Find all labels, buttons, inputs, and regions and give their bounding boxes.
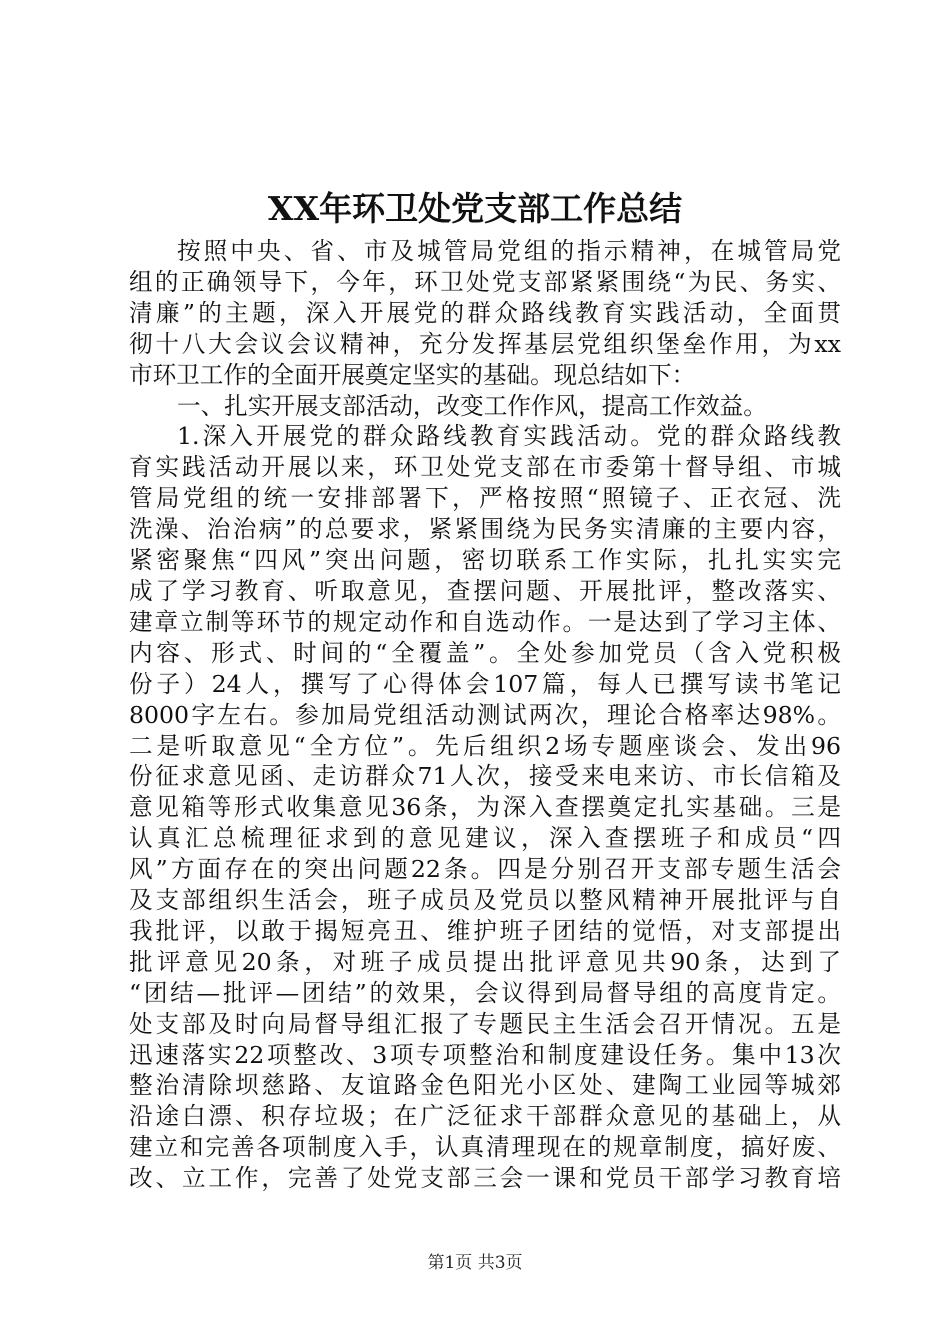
page-footer: 第1页 共3页 [427, 1253, 523, 1273]
paragraph-line: 1.深入开展党的群众路线教育实践活动。党的群众路线教 [177, 422, 841, 451]
paragraph-line: 8000字左右。参加局党组活动测试两次，理论合格率达98%。 [129, 700, 841, 729]
paragraph-line: 市环卫工作的全面开展奠定坚实的基础。现总结如下： [129, 360, 696, 389]
paragraph-line: 育实践活动开展以来，环卫处党支部在市委第十督导组、市城 [129, 453, 841, 482]
paragraph-line: 建章立制等环节的规定动作和自选动作。一是达到了学习主体、 [129, 607, 841, 636]
paragraph-line: 组的正确领导下，今年，环卫处党支部紧紧围绕“为民、务实、 [129, 267, 841, 296]
paragraph-line: 意见箱等形式收集意见36条，为深入查摆奠定扎实基础。三是 [129, 793, 841, 822]
paragraph-line: 整治清除坝慈路、友谊路金色阳光小区处、建陶工业园等城郊 [129, 1071, 841, 1100]
paragraph-line: 份子）24人，撰写了心得体会107篇，每人已撰写读书笔记 [129, 669, 841, 698]
paragraph-line: 建立和完善各项制度入手，认真清理现在的规章制度，搞好废、 [129, 1133, 841, 1162]
paragraph-line: 我批评，以敢于揭短亮丑、维护班子团结的觉悟，对支部提出 [129, 916, 841, 945]
paragraph-line: 内容、形式、时间的“全覆盖”。全处参加党员（含入党积极 [129, 638, 841, 667]
paragraph-line: “团结—批评—团结”的效果，会议得到局督导组的高度肯定。 [129, 978, 841, 1007]
paragraph-line: 批评意见20条，对班子成员提出批评意见共90条，达到了 [129, 947, 841, 976]
paragraph-line: 及支部组织生活会，班子成员及党员以整风精神开展批评与自 [129, 886, 841, 915]
paragraph-line: 洗澡、治治病”的总要求，紧紧围绕为民务实清廉的主要内容， [129, 515, 841, 544]
paragraph-line: 风”方面存在的突出问题22条。四是分别召开支部专题生活会 [129, 855, 841, 884]
paragraph-line: 清廉”的主题，深入开展党的群众路线教育实践活动，全面贯 [129, 298, 841, 327]
paragraph-line: 迅速落实22项整改、3项专项整治和制度建设任务。集中13次 [129, 1040, 841, 1069]
paragraph-line: 紧密聚焦“四风”突出问题，密切联系工作实际，扎扎实实完 [129, 546, 841, 575]
paragraph-line: 份征求意见函、走访群众71人次，接受来电来访、市长信箱及 [129, 762, 841, 791]
document-title: XX年环卫处党支部工作总结 [267, 189, 683, 228]
paragraph-line: 管局党组的统一安排部署下，严格按照“照镜子、正衣冠、洗 [129, 484, 841, 513]
document-body [129, 236, 841, 1194]
paragraph-line: 二是听取意见“全方位”。先后组织2场专题座谈会、发出96 [129, 731, 841, 760]
section-heading: 一、扎实开展支部活动，改变工作作风，提高工作效益。 [177, 391, 767, 420]
paragraph-line: 处支部及时向局督导组汇报了专题民主生活会召开情况。五是 [129, 1009, 841, 1038]
paragraph-line: 成了学习教育、听取意见，查摆问题、开展批评，整改落实、 [129, 576, 841, 605]
paragraph-line: 按照中央、省、市及城管局党组的指示精神，在城管局党 [177, 237, 841, 265]
paragraph-line: 彻十八大会议会议精神，充分发挥基层党组织堡垒作用，为xx [129, 329, 841, 358]
paragraph-line: 沿途白漂、积存垃圾；在广泛征求干部群众意见的基础上，从 [129, 1102, 841, 1131]
paragraph-line: 认真汇总梳理征求到的意见建议，深入查摆班子和成员“四 [129, 824, 841, 853]
paragraph-line: 改、立工作，完善了处党支部三会一课和党员干部学习教育培 [129, 1164, 841, 1193]
